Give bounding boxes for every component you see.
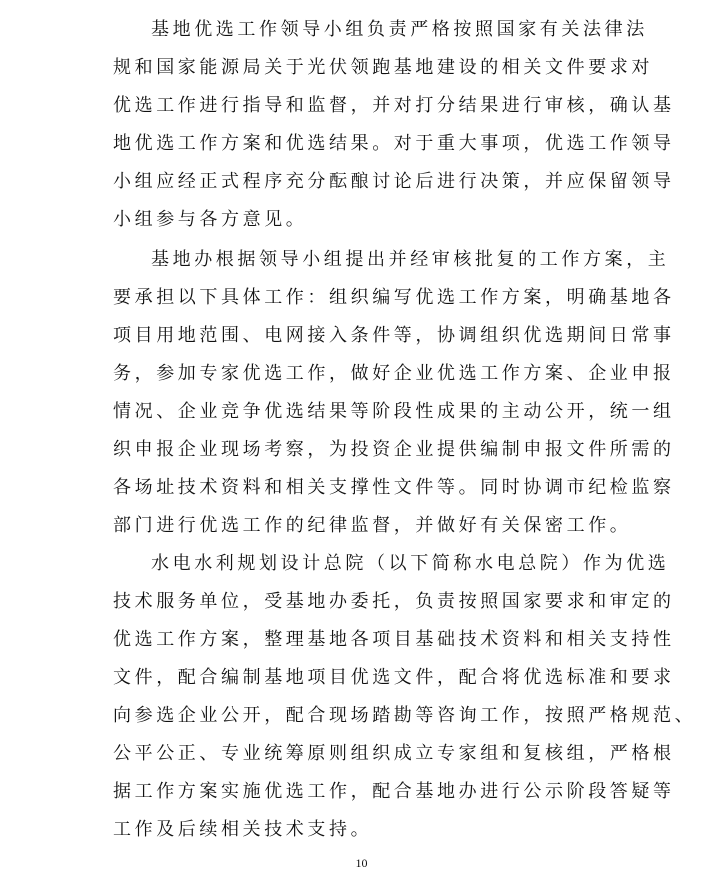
paragraph-3-line-6: 公平公正、专业统筹原则组织成立专家组和复核组，严格根	[113, 743, 675, 764]
paragraph-2-line-6: 织申报企业现场考察，为投资企业提供编制申报文件所需的	[113, 439, 675, 460]
paragraph-1-line-2: 规和国家能源局关于光伏领跑基地建设的相关文件要求对	[113, 57, 653, 78]
paragraph-3-line-4: 文件，配合编制基地项目优选文件，配合将优选标准和要求	[113, 667, 675, 688]
paragraph-1-line-1: 基地优选工作领导小组负责严格按照国家有关法律法	[151, 19, 648, 40]
paragraph-3-line-1: 水电水利规划设计总院（以下简称水电总院）作为优选	[151, 553, 670, 574]
paragraph-1-line-3: 优选工作进行指导和监督，并对打分结果进行审核，确认基	[113, 95, 675, 116]
paragraph-2-line-2: 要承担以下具体工作：组织编写优选工作方案，明确基地各	[113, 287, 675, 308]
paragraph-1-line-5: 小组应经正式程序充分酝酿讨论后进行决策，并应保留领导	[113, 171, 675, 192]
paragraph-2-line-4: 务，参加专家优选工作，做好企业优选工作方案、企业申报	[113, 363, 675, 384]
paragraph-3-line-8: 工作及后续相关技术支持。	[113, 819, 373, 840]
paragraph-1-line-6: 小组参与各方意见。	[113, 209, 308, 230]
paragraph-2-line-1: 基地办根据领导小组提出并经审核批复的工作方案，主	[151, 249, 670, 270]
paragraph-3-line-2: 技术服务单位，受基地办委托，负责按照国家要求和审定的	[113, 591, 675, 612]
paragraph-2-line-7: 各场址技术资料和相关支撑性文件等。同时协调市纪检监察	[113, 477, 675, 498]
paragraph-2-line-8: 部门进行优选工作的纪律监督，并做好有关保密工作。	[113, 515, 632, 536]
paragraph-2-line-5: 情况、企业竞争优选结果等阶段性成果的主动公开，统一组	[113, 401, 675, 422]
page-number: 10	[355, 856, 368, 870]
paragraph-1-line-4: 地优选工作方案和优选结果。对于重大事项，优选工作领导	[113, 133, 675, 154]
paragraph-3-line-7: 据工作方案实施优选工作，配合基地办进行公示阶段答疑等	[113, 781, 675, 802]
paragraph-2-line-3: 项目用地范围、电网接入条件等，协调组织优选期间日常事	[113, 325, 675, 346]
paragraph-3-line-3: 优选工作方案，整理基地各项目基础技术资料和相关支持性	[113, 629, 675, 650]
paragraph-3-line-5: 向参选企业公开，配合现场踏勘等咨询工作，按照严格规范、	[113, 705, 697, 726]
